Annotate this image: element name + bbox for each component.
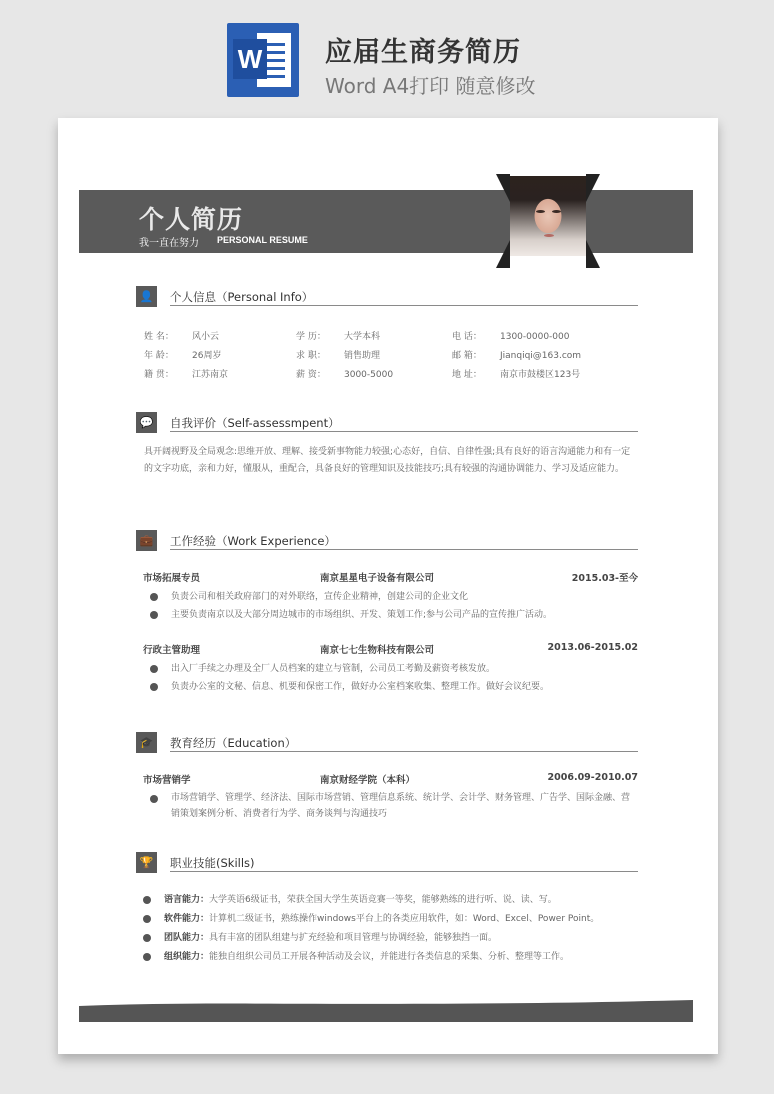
word-icon <box>227 23 299 97</box>
promo-title: 应届生商务简历 <box>325 37 521 68</box>
edu-courses: 市场营销学、管理学、经济法、国际市场营销、管理信息系统、统计学、会计学、财务管理、广告学、国际金融、营销策划案例分析、消费者行为学、商务谈判与沟通技巧 <box>143 790 638 822</box>
job-entry <box>143 642 638 696</box>
section-self-assessment <box>136 412 638 478</box>
skill-item: 语言能力：大学英语6级证书，荣获全国大学生英语竞赛一等奖，能够熟练的进行听、说、读、写。 <box>136 891 638 910</box>
list-item: 负责办公室的文秘、信息、机要和保密工作，做好办公室档案收集、整理工作。做好会议纪要。 <box>143 678 638 696</box>
job-company: 南京星星电子设备有限公司 <box>320 573 435 584</box>
section-title: 工作经验（Work Experience） <box>170 534 336 548</box>
graduation-cap-icon: 🎓 <box>136 732 157 753</box>
person-icon: 👤 <box>136 286 157 307</box>
section-title: 职业技能(Skills) <box>170 856 255 870</box>
promo-subtitle: Word A4打印 随意修改 <box>325 74 536 98</box>
info-row: 籍 贯： 江苏南京 薪 资： 3000-5000 地 址： 南京市鼓楼区123号 <box>144 370 581 380</box>
edu-major: 市场营销学 <box>143 775 191 786</box>
job-period: 2013.06-2015.02 <box>547 642 638 653</box>
info-row: 姓 名： 风小云 学 历： 大学本科 电 话： 1300-0000-000 <box>144 332 570 342</box>
promo-header <box>0 0 774 110</box>
chat-bubble-icon: 💬 <box>136 412 157 433</box>
list-item: 出入厂手续之办理及全厂人员档案的建立与管制，公司员工考勤及薪资考核发放。 <box>143 660 638 678</box>
banner-motto: 我一直在努力 <box>139 238 199 249</box>
self-assessment-text: 具开阔视野及全局观念:思维开放、理解、接受新事物能力较强;心态好，自信、自律性强;具有良好的语言沟通能力和有一定的文字功底，亲和力好，懂服从，重配合，具备良好的管理知识及技能技巧;具有较强的沟通协调能力、学习及适应能力。 <box>144 447 631 474</box>
section-education <box>136 732 638 822</box>
section-skills <box>136 852 638 967</box>
briefcase-icon: 💼 <box>136 530 157 551</box>
job-title: 行政主管助理 <box>143 645 201 656</box>
edu-period: 2006.09-2010.07 <box>547 772 638 783</box>
edu-school: 南京财经学院（本科） <box>320 775 416 786</box>
section-title: 个人信息（Personal Info） <box>170 290 314 304</box>
personal-info-grid <box>144 329 664 386</box>
word-icon-letter: W <box>233 39 267 79</box>
section-title: 自我评价（Self-assessmpent） <box>170 416 340 430</box>
photo-frame <box>496 174 600 268</box>
education-entry <box>143 772 638 822</box>
job-period: 2015.03-至今 <box>571 573 638 584</box>
banner-english: PERSONAL RESUME <box>217 235 308 245</box>
job-company: 南京七七生物科技有限公司 <box>320 645 435 656</box>
trophy-icon: 🏆 <box>136 852 157 873</box>
resume-banner <box>79 190 693 253</box>
skill-item: 软件能力：计算机二级证书，熟练操作windows平台上的各类应用软件，如：Word、Excel、Power Point。 <box>136 910 638 929</box>
job-title: 市场拓展专员 <box>143 573 201 584</box>
list-item: 主要负责南京以及大部分周边城市的市场组织、开发、策划工作;参与公司产品的宣传推广活动。 <box>143 606 638 624</box>
banner-title: 个人简历 <box>139 205 244 234</box>
job-entry <box>143 570 638 624</box>
skill-item: 团队能力：具有丰富的团队组建与扩充经验和项目管理与协调经验，能够独挡一面。 <box>136 929 638 948</box>
section-personal <box>136 286 638 308</box>
footer-wave-band <box>79 998 693 1022</box>
section-work <box>136 530 638 696</box>
profile-photo <box>510 176 586 256</box>
skill-item: 组织能力：能独自组织公司员工开展各种活动及会议，并能进行各类信息的采集、分析、整理等工作。 <box>136 948 638 967</box>
resume-page <box>58 118 718 1054</box>
list-item: 负责公司和相关政府部门的对外联络，宣传企业精神，创建公司的企业文化 <box>143 588 638 606</box>
skills-list <box>136 891 638 967</box>
section-title: 教育经历（Education） <box>170 736 297 750</box>
info-row: 年 龄： 26周岁 求 职： 销售助理 邮 箱： Jianqiqi@163.com <box>144 351 582 361</box>
